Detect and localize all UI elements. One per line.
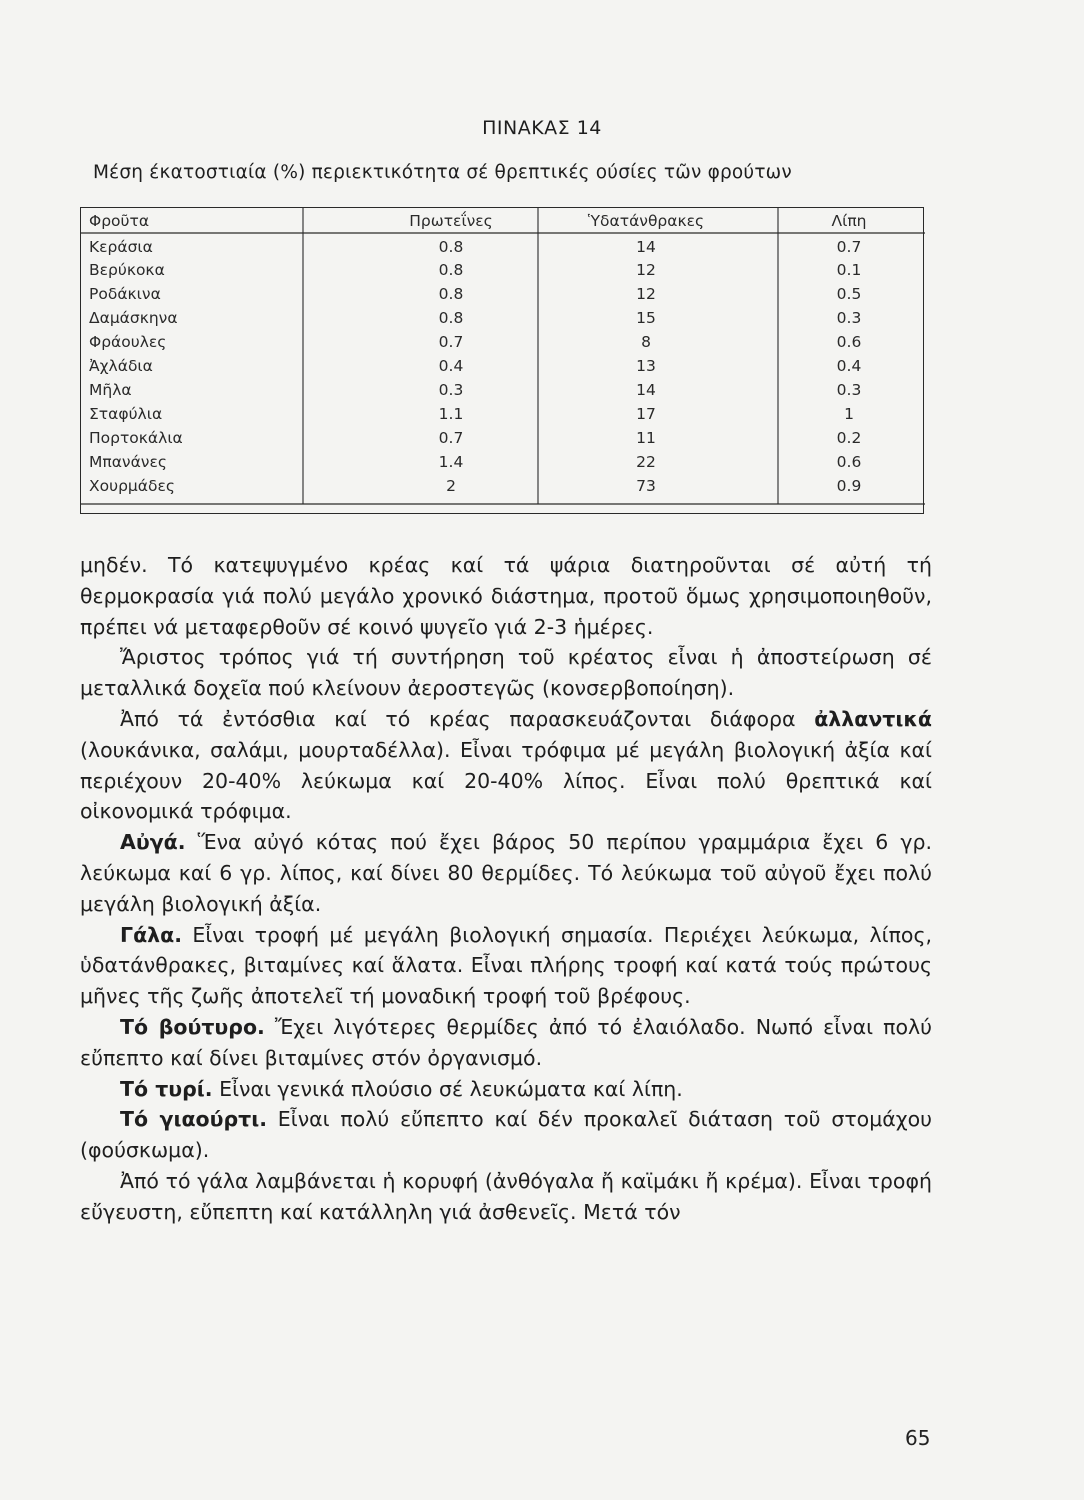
- row-fat: 0.6: [836, 333, 862, 351]
- row-fat: 0.3: [836, 381, 862, 399]
- row-carbs: 73: [636, 477, 656, 495]
- table-subtitle: Μέση έκατοστιαία (%) περιεκτικότητα σέ θρεπτικές ούσίες τῶν φρούτων: [93, 162, 792, 183]
- body-text: [80, 550, 932, 1228]
- paragraph-text: Ἀπό τά ἐντόσθια καί τό κρέας παρασκευάζονται διάφορα: [120, 706, 815, 731]
- bold-term: ἀλλαντικά: [814, 706, 932, 731]
- row-name: Βερύκοκα: [89, 261, 165, 279]
- row-name: Μῆλα: [89, 381, 132, 399]
- row-carbs: 12: [636, 285, 656, 303]
- header-fruit: Φροῦτα: [89, 212, 150, 230]
- paragraph: [80, 1166, 932, 1228]
- row-fat: 0.4: [836, 357, 862, 375]
- paragraph: [80, 920, 932, 1012]
- row-fat: 0.2: [836, 429, 862, 447]
- page-number: 65: [905, 1426, 931, 1450]
- row-carbs: 13: [636, 357, 656, 375]
- row-protein: 0.7: [438, 429, 464, 447]
- row-name: Ροδάκινα: [89, 285, 161, 303]
- row-carbs: 8: [641, 333, 651, 351]
- row-fat: 0.1: [836, 261, 862, 279]
- bold-term: Τό γιαούρτι.: [120, 1107, 267, 1132]
- header-carbs: Ὑδατάνθρακες: [587, 212, 705, 230]
- row-protein: 0.7: [438, 333, 464, 351]
- row-protein: 1.4: [438, 453, 464, 471]
- row-name: Κεράσια: [89, 238, 153, 256]
- row-carbs: 22: [636, 453, 656, 471]
- row-protein: 0.4: [438, 357, 464, 375]
- paragraph-text: Ἔχει λιγότερες θερμίδες ἀπό τό ἐλαιόλαδο. Νωπό εἶναι πολύ εὔπεπτο καί δίνει βιταμίνες στόν ὀργανισμό.: [80, 1014, 932, 1070]
- paragraph-text: (λουκάνικα, σαλάμι, μουρταδέλλα). Εἶναι τρόφιμα μέ μεγάλη βιολογική ἀξία καί περιέχουν 20-40% λεύκωμα καί 20-40% λίπος. Εἶναι πολύ θρεπτικά καί οἰκονομικά τρόφιμα.: [80, 737, 932, 824]
- row-name: Ἀχλάδια: [89, 357, 153, 375]
- paragraph-text: Εἶναι τροφή μέ μεγάλη βιολογική σημασία. Περιέχει λεύκωμα, λίπος, ὑδατάνθρακες, βιταμίνες καί ἅλατα. Εἶναι πλήρης τροφή καί κατά τούς πρώτους μῆνες τῆς ζωῆς ἀποτελεῖ τή μοναδική τροφή τοῦ βρέφους.: [80, 922, 932, 1009]
- row-name: Φράουλες: [89, 333, 167, 351]
- row-protein: 0.8: [438, 261, 464, 279]
- row-fat: 0.3: [836, 309, 862, 327]
- paragraph: [80, 704, 932, 827]
- row-fat: 0.5: [836, 285, 862, 303]
- bold-term: Γάλα.: [120, 922, 182, 947]
- paragraph-text: Ἀπό τό γάλα λαμβάνεται ἡ κορυφή (ἀνθόγαλα ἤ καϊμάκι ἤ κρέμα). Εἶναι τροφή εὔγευστη, εὔπεπτη καί κατάλληλη γιά ἀσθενεῖς. Μετά τόν: [80, 1168, 932, 1224]
- paragraph-text: Εἶναι πολύ εὔπεπτο καί δέν προκαλεῖ διάταση τοῦ στομάχου (φούσκωμα).: [80, 1107, 932, 1163]
- row-carbs: 11: [636, 429, 656, 447]
- row-carbs: 14: [636, 381, 656, 399]
- row-name: Δαμάσκηνα: [89, 309, 178, 327]
- row-protein: 0.8: [438, 238, 464, 256]
- row-protein: 0.8: [438, 309, 464, 327]
- paragraph-text: μηδέν. Τό κατεψυγμένο κρέας καί τά ψάρια διατηροῦνται σέ αὐτή τή θερμοκρασία γιά πολύ μεγάλο χρονικό διάστημα, προτοῦ ὅμως χρησιμοποιηθοῦν, πρέπει νά μεταφερθοῦν σέ κοινό ψυγεῖο γιά 2-3 ἡμέρες.: [80, 553, 932, 639]
- paragraph: [80, 827, 932, 919]
- paragraph: [80, 1074, 932, 1105]
- table-grid: [81, 208, 925, 515]
- paragraph-text: Ἕνα αὐγό κότας πού ἔχει βάρος 50 περίπου γραμμάρια ἔχει 6 γρ. λεύκωμα καί 6 γρ. λίπος, καί δίνει 80 θερμίδες. Τό λεύκωμα τοῦ αὐγοῦ ἔχει πολύ μεγάλη βιολογική ἀξία.: [80, 830, 932, 916]
- paragraph: [80, 1104, 932, 1166]
- header-fat: Λίπη: [831, 212, 867, 230]
- paragraph-text: Εἶναι γενικά πλούσιο σέ λευκώματα καί λίπη.: [212, 1076, 683, 1101]
- paragraph: [80, 550, 932, 642]
- row-fat: 0.9: [836, 477, 862, 495]
- bold-term: Τό βούτυρο.: [120, 1014, 265, 1039]
- row-name: Πορτοκάλια: [89, 429, 183, 447]
- row-name: Μπανάνες: [89, 453, 167, 471]
- table-title: ΠΙΝΑΚΑΣ 14: [482, 117, 602, 139]
- row-carbs: 12: [636, 261, 656, 279]
- paragraph-text: Ἄριστος τρόπος γιά τή συντήρηση τοῦ κρέατος εἶναι ἡ ἀποστείρωση σέ μεταλλικά δοχεῖα πού κλείνουν ἀεροστεγῶς (κονσερβοποίηση).: [80, 645, 932, 701]
- nutrient-table: [80, 207, 924, 514]
- row-name: Χουρμάδες: [89, 477, 175, 495]
- row-carbs: 17: [636, 405, 656, 423]
- row-protein: 0.8: [438, 285, 464, 303]
- paragraph: [80, 1012, 932, 1074]
- row-fat: 0.6: [836, 453, 862, 471]
- row-protein: 2: [446, 477, 456, 495]
- row-carbs: 15: [636, 309, 656, 327]
- bold-term: Αὐγά.: [120, 830, 186, 855]
- paragraph: [80, 642, 932, 704]
- row-fat: 1: [844, 405, 854, 423]
- row-name: Σταφύλια: [89, 405, 163, 423]
- row-protein: 1.1: [438, 405, 464, 423]
- bold-term: Τό τυρί.: [120, 1076, 213, 1101]
- row-fat: 0.7: [836, 238, 862, 256]
- header-protein: Πρωτεΐνες: [409, 212, 493, 230]
- row-protein: 0.3: [438, 381, 464, 399]
- row-carbs: 14: [636, 238, 656, 256]
